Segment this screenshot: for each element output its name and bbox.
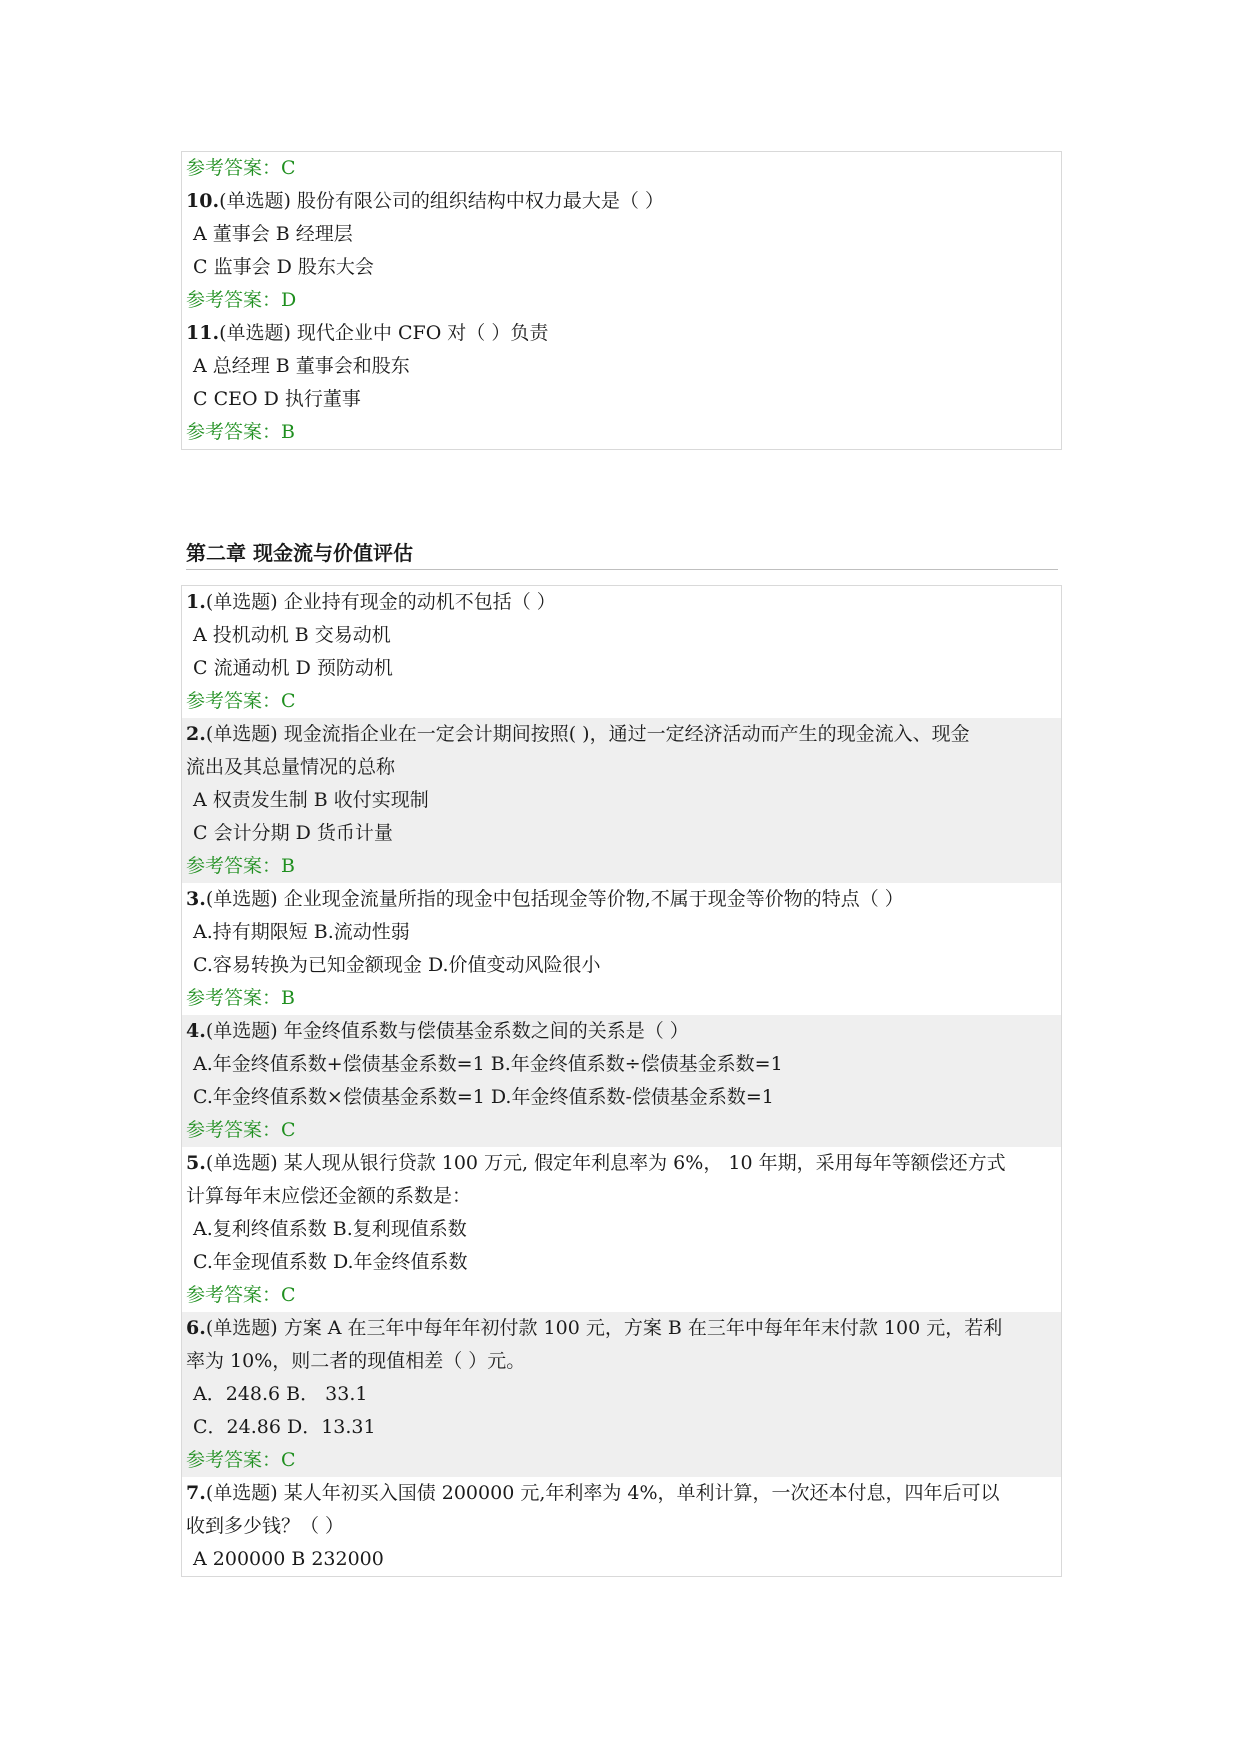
question-box-chapter1 <box>181 151 1062 450</box>
question-text <box>186 185 1057 218</box>
options-line-1: A.年金终值系数+偿债基金系数=1 B.年金终值系数÷偿债基金系数=1 <box>193 1053 783 1075</box>
question-stem: (单选题) 某人年初买入国债 200000 元,年利率为 4%，单利计算，一次还本付息，四年后可以 <box>205 1482 1000 1504</box>
options-line-2: C．24.86 D．13.31 <box>193 1416 376 1438</box>
options-line-1: A.持有期限短 B.流动性弱 <box>193 921 410 943</box>
answer-text: 参考答案：B <box>186 987 295 1009</box>
answer-text: 参考答案：C <box>186 1284 296 1306</box>
options-line-1: A 投机动机 B 交易动机 <box>193 624 391 646</box>
question-number: 11. <box>186 322 220 344</box>
answer-text: 参考答案：B <box>186 855 295 877</box>
question-number: 6. <box>186 1317 206 1339</box>
options-line-1: A.复利终值系数 B.复利现值系数 <box>193 1218 467 1240</box>
answer-block-prev <box>182 152 1061 185</box>
question-number: 7. <box>186 1482 206 1504</box>
options-line-1: A 200000 B 232000 <box>193 1548 384 1570</box>
question-stem: (单选题) 现金流指企业在一定会计期间按照( )，通过一定经济活动而产生的现金流入、现金 <box>205 723 970 745</box>
question-number: 3. <box>186 888 206 910</box>
answer-text: 参考答案：B <box>186 421 295 443</box>
question-text-cont: 收到多少钱？（ ） <box>186 1515 345 1537</box>
question-text-cont: 计算每年末应偿还金额的系数是： <box>186 1185 472 1207</box>
question-stem: (单选题) 方案 A 在三年中每年年初付款 100 元，方案 B 在三年中每年年末付款 100 元，若利 <box>205 1317 1003 1339</box>
answer-text: 参考答案：D <box>186 289 297 311</box>
options-line-1: A 董事会 B 经理层 <box>193 223 353 245</box>
question-box-chapter2 <box>181 585 1062 1577</box>
question-number: 4. <box>186 1020 206 1042</box>
options-line-1: A 权责发生制 B 收付实现制 <box>193 789 429 811</box>
question-text <box>186 1312 1057 1345</box>
question-text <box>186 1015 1057 1048</box>
options-line-2: C.年金现值系数 D.年金终值系数 <box>193 1251 468 1273</box>
options-line-2: C 监事会 D 股东大会 <box>193 256 374 278</box>
question-block-4 <box>182 1015 1061 1147</box>
question-number: 2. <box>186 723 206 745</box>
question-stem: (单选题) 某人现从银行贷款 100 万元, 假定年利息率为 6%， 10 年期，采用每年等额偿还方式 <box>205 1152 1006 1174</box>
question-number: 5. <box>186 1152 206 1174</box>
question-block-3 <box>182 883 1061 1015</box>
options-line-1: A 总经理 B 董事会和股东 <box>193 355 410 377</box>
options-line-2: C.容易转换为已知金额现金 D.价值变动风险很小 <box>193 954 601 976</box>
question-stem: (单选题) 股份有限公司的组织结构中权力最大是（ ） <box>219 190 664 212</box>
question-stem: (单选题) 企业持有现金的动机不包括（ ） <box>205 591 556 613</box>
question-block-2 <box>182 718 1061 883</box>
question-stem: (单选题) 企业现金流量所指的现金中包括现金等价物,不属于现金等价物的特点（ ） <box>205 888 904 910</box>
chapter-title: 第二章 现金流与价值评估 <box>186 538 1058 570</box>
question-text <box>186 718 1057 751</box>
question-block-11 <box>182 317 1061 449</box>
answer-text: 参考答案：C <box>186 1449 296 1471</box>
question-text <box>186 317 1057 350</box>
question-text <box>186 1147 1057 1180</box>
options-line-1: A．248.6 B． 33.1 <box>193 1383 368 1405</box>
question-stem: (单选题) 现代企业中 CFO 对（ ）负责 <box>219 322 549 344</box>
options-line-2: C CEO D 执行董事 <box>193 388 361 410</box>
question-block-6 <box>182 1312 1061 1477</box>
question-block-1 <box>182 586 1061 718</box>
question-block-10 <box>182 185 1061 317</box>
answer-text: 参考答案：C <box>186 1119 296 1141</box>
options-line-2: C 会计分期 D 货币计量 <box>193 822 393 844</box>
question-block-7 <box>182 1477 1061 1576</box>
question-text <box>186 1477 1057 1510</box>
question-text <box>186 883 1057 916</box>
options-line-2: C.年金终值系数×偿债基金系数=1 D.年金终值系数-偿债基金系数=1 <box>193 1086 774 1108</box>
question-number: 1. <box>186 591 206 613</box>
answer-text: 参考答案：C <box>186 157 296 179</box>
question-stem: (单选题) 年金终值系数与偿债基金系数之间的关系是（ ） <box>205 1020 689 1042</box>
question-block-5 <box>182 1147 1061 1312</box>
answer-text: 参考答案：C <box>186 690 296 712</box>
question-number: 10. <box>186 190 220 212</box>
question-text-cont: 率为 10%，则二者的现值相差（ ）元。 <box>186 1350 526 1372</box>
question-text <box>186 586 1057 619</box>
question-text-cont: 流出及其总量情况的总称 <box>186 756 396 778</box>
options-line-2: C 流通动机 D 预防动机 <box>193 657 393 679</box>
